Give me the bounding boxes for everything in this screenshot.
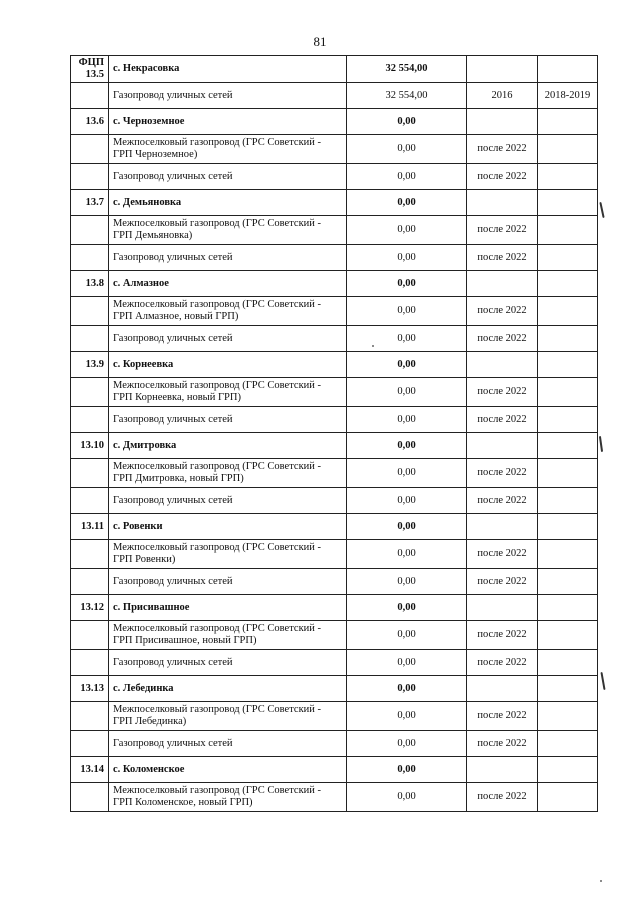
- cost-value: 0,00: [347, 109, 467, 135]
- cost-value: 0,00: [347, 190, 467, 216]
- row-number: ФЦП 13.5: [71, 56, 109, 83]
- gasification-table: [70, 55, 598, 812]
- row-number: [71, 569, 109, 595]
- row-number: [71, 297, 109, 326]
- cost-value: 0,00: [347, 702, 467, 731]
- cost-value: 0,00: [347, 459, 467, 488]
- cost-value: 0,00: [347, 731, 467, 757]
- period-value: [538, 271, 598, 297]
- row-number: 13.11: [71, 514, 109, 540]
- row-number: 13.14: [71, 757, 109, 783]
- year-value: после 2022: [467, 783, 538, 812]
- row-number: [71, 378, 109, 407]
- object-name: Межпоселковый газопровод (ГРС Советский - ГРП Присивашное, новый ГРП): [109, 621, 347, 650]
- period-value: [538, 569, 598, 595]
- cost-value: 0,00: [347, 407, 467, 433]
- object-name: с. Корнеевка: [109, 352, 347, 378]
- settlement-row: [71, 757, 598, 783]
- period-value: [538, 731, 598, 757]
- year-value: [467, 190, 538, 216]
- object-name: с. Присивашное: [109, 595, 347, 621]
- object-name: с. Демьяновка: [109, 190, 347, 216]
- row-number: [71, 245, 109, 271]
- year-value: после 2022: [467, 297, 538, 326]
- year-value: после 2022: [467, 650, 538, 676]
- object-name: Газопровод уличных сетей: [109, 407, 347, 433]
- period-value: [538, 433, 598, 459]
- period-value: [538, 621, 598, 650]
- object-name: с. Ровенки: [109, 514, 347, 540]
- row-number: 13.6: [71, 109, 109, 135]
- row-number: [71, 488, 109, 514]
- period-value: [538, 109, 598, 135]
- row-number: 13.10: [71, 433, 109, 459]
- period-value: [538, 352, 598, 378]
- pipeline-row: [71, 621, 598, 650]
- period-value: [538, 164, 598, 190]
- cost-value: 0,00: [347, 164, 467, 190]
- cost-value: 0,00: [347, 433, 467, 459]
- settlement-row: [71, 595, 598, 621]
- row-number: [71, 83, 109, 109]
- cost-value: 0,00: [347, 514, 467, 540]
- year-value: [467, 56, 538, 83]
- year-value: [467, 352, 538, 378]
- pipeline-row: [71, 297, 598, 326]
- pen-mark: [599, 202, 604, 218]
- row-number: [71, 459, 109, 488]
- scan-speck: [600, 880, 602, 882]
- period-value: [538, 297, 598, 326]
- pipeline-row: [71, 650, 598, 676]
- year-value: после 2022: [467, 378, 538, 407]
- object-name: с. Черноземное: [109, 109, 347, 135]
- row-number: 13.7: [71, 190, 109, 216]
- year-value: после 2022: [467, 407, 538, 433]
- row-number: [71, 731, 109, 757]
- period-value: [538, 757, 598, 783]
- period-value: [538, 135, 598, 164]
- pipeline-row: [71, 459, 598, 488]
- year-value: после 2022: [467, 569, 538, 595]
- settlement-row: [71, 271, 598, 297]
- period-value: [538, 783, 598, 812]
- year-value: после 2022: [467, 326, 538, 352]
- object-name: Газопровод уличных сетей: [109, 569, 347, 595]
- year-value: после 2022: [467, 731, 538, 757]
- cost-value: 0,00: [347, 245, 467, 271]
- object-name: Межпоселковый газопровод (ГРС Советский - ГРП Алмазное, новый ГРП): [109, 297, 347, 326]
- year-value: после 2022: [467, 459, 538, 488]
- pipeline-row: [71, 83, 598, 109]
- settlement-row: [71, 433, 598, 459]
- period-value: [538, 326, 598, 352]
- period-value: [538, 407, 598, 433]
- object-name: Газопровод уличных сетей: [109, 731, 347, 757]
- pipeline-row: [71, 407, 598, 433]
- pipeline-row: [71, 135, 598, 164]
- row-number: [71, 164, 109, 190]
- row-number: [71, 540, 109, 569]
- table-body: [71, 56, 598, 812]
- cost-value: 0,00: [347, 326, 467, 352]
- pipeline-row: [71, 164, 598, 190]
- row-number: 13.9: [71, 352, 109, 378]
- row-number: [71, 135, 109, 164]
- pipeline-row: [71, 216, 598, 245]
- object-name: Межпоселковый газопровод (ГРС Советский - ГРП Лебединка): [109, 702, 347, 731]
- object-name: с. Некрасовка: [109, 56, 347, 83]
- year-value: после 2022: [467, 216, 538, 245]
- pen-mark: [600, 672, 605, 690]
- year-value: [467, 514, 538, 540]
- cost-value: 0,00: [347, 621, 467, 650]
- period-value: [538, 540, 598, 569]
- cost-value: 0,00: [347, 595, 467, 621]
- row-number: 13.13: [71, 676, 109, 702]
- object-name: Межпоселковый газопровод (ГРС Советский - ГРП Корнеевка, новый ГРП): [109, 378, 347, 407]
- period-value: [538, 595, 598, 621]
- year-value: [467, 109, 538, 135]
- row-number: [71, 650, 109, 676]
- pipeline-row: [71, 702, 598, 731]
- object-name: с. Алмазное: [109, 271, 347, 297]
- object-name: с. Дмитровка: [109, 433, 347, 459]
- object-name: Межпоселковый газопровод (ГРС Советский - ГРП Демьяновка): [109, 216, 347, 245]
- year-value: после 2022: [467, 488, 538, 514]
- cost-value: 32 554,00: [347, 56, 467, 83]
- cost-value: 32 554,00: [347, 83, 467, 109]
- pipeline-row: [71, 731, 598, 757]
- pipeline-row: [71, 540, 598, 569]
- period-value: [538, 650, 598, 676]
- object-name: Газопровод уличных сетей: [109, 245, 347, 271]
- pipeline-row: [71, 378, 598, 407]
- cost-value: 0,00: [347, 650, 467, 676]
- year-value: [467, 271, 538, 297]
- period-value: 2018-2019: [538, 83, 598, 109]
- settlement-row: [71, 514, 598, 540]
- object-name: Газопровод уличных сетей: [109, 164, 347, 190]
- year-value: после 2022: [467, 245, 538, 271]
- pipeline-row: [71, 488, 598, 514]
- period-value: [538, 245, 598, 271]
- period-value: [538, 702, 598, 731]
- year-value: после 2022: [467, 540, 538, 569]
- object-name: Газопровод уличных сетей: [109, 488, 347, 514]
- row-number: [71, 702, 109, 731]
- object-name: Межпоселковый газопровод (ГРС Советский - ГРП Дмитровка, новый ГРП): [109, 459, 347, 488]
- period-value: [538, 459, 598, 488]
- pen-mark: [599, 436, 603, 452]
- year-value: [467, 757, 538, 783]
- year-value: [467, 433, 538, 459]
- object-name: Межпоселковый газопровод (ГРС Советский - ГРП Коломенское, новый ГРП): [109, 783, 347, 812]
- cost-value: 0,00: [347, 540, 467, 569]
- page-number: 81: [313, 34, 327, 49]
- settlement-row: [71, 56, 598, 83]
- period-value: [538, 676, 598, 702]
- object-name: Межпоселковый газопровод (ГРС Советский - ГРП Черноземное): [109, 135, 347, 164]
- object-name: Газопровод уличных сетей: [109, 650, 347, 676]
- year-value: после 2022: [467, 135, 538, 164]
- period-value: [538, 190, 598, 216]
- pipeline-row: [71, 569, 598, 595]
- cost-value: 0,00: [347, 783, 467, 812]
- cost-value: 0,00: [347, 135, 467, 164]
- year-value: после 2022: [467, 702, 538, 731]
- object-name: Межпоселковый газопровод (ГРС Советский - ГРП Ровенки): [109, 540, 347, 569]
- settlement-row: [71, 109, 598, 135]
- object-name: Газопровод уличных сетей: [109, 83, 347, 109]
- period-value: [538, 514, 598, 540]
- cost-value: 0,00: [347, 569, 467, 595]
- year-value: [467, 676, 538, 702]
- row-number: [71, 216, 109, 245]
- settlement-row: [71, 352, 598, 378]
- year-value: после 2022: [467, 164, 538, 190]
- row-number: [71, 783, 109, 812]
- cost-value: 0,00: [347, 757, 467, 783]
- settlement-row: [71, 190, 598, 216]
- pipeline-row: [71, 783, 598, 812]
- object-name: с. Коломенское: [109, 757, 347, 783]
- object-name: Газопровод уличных сетей: [109, 326, 347, 352]
- row-number: [71, 326, 109, 352]
- cost-value: 0,00: [347, 676, 467, 702]
- cost-value: 0,00: [347, 488, 467, 514]
- cost-value: 0,00: [347, 216, 467, 245]
- cost-value: 0,00: [347, 352, 467, 378]
- pipeline-row: [71, 326, 598, 352]
- row-number: 13.12: [71, 595, 109, 621]
- period-value: [538, 216, 598, 245]
- cost-value: 0,00: [347, 378, 467, 407]
- settlement-row: [71, 676, 598, 702]
- object-name: с. Лебединка: [109, 676, 347, 702]
- period-value: [538, 488, 598, 514]
- year-value: после 2022: [467, 621, 538, 650]
- row-number: [71, 407, 109, 433]
- scan-speck: [372, 345, 374, 347]
- year-value: 2016: [467, 83, 538, 109]
- year-value: [467, 595, 538, 621]
- pipeline-row: [71, 245, 598, 271]
- row-number: [71, 621, 109, 650]
- period-value: [538, 378, 598, 407]
- cost-value: 0,00: [347, 297, 467, 326]
- row-number: 13.8: [71, 271, 109, 297]
- cost-value: 0,00: [347, 271, 467, 297]
- period-value: [538, 56, 598, 83]
